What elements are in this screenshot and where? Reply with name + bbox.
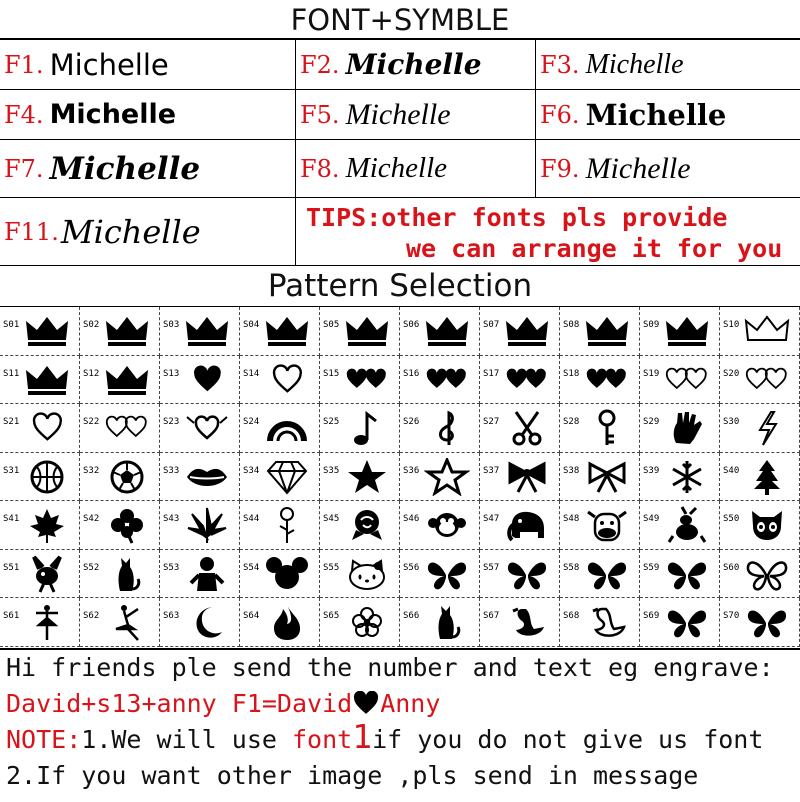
pattern-cell [720, 453, 800, 502]
pattern-code: S12 [83, 368, 100, 379]
crown-icon [104, 361, 150, 399]
bow-outline-icon [584, 458, 630, 496]
pattern-cell [640, 550, 720, 599]
pattern-code: S11 [3, 368, 20, 379]
pattern-grid [0, 307, 800, 647]
pattern-cell [400, 453, 480, 502]
pattern-cell [240, 598, 320, 647]
pattern-code: S63 [163, 611, 180, 622]
font-option-f5 [296, 90, 536, 140]
font-option-f3 [536, 40, 800, 90]
pattern-cell [160, 404, 240, 453]
font-code: F2. [300, 50, 340, 79]
ballerina-icon [24, 603, 70, 641]
note-text-end: if you do not give us font [372, 725, 764, 754]
swan-icon [504, 603, 550, 641]
font-sample: Michelle [585, 97, 727, 132]
font-option-f7 [0, 140, 296, 198]
pattern-code: S53 [163, 562, 180, 573]
pattern-cell [240, 453, 320, 502]
double-heart-icon [584, 361, 630, 399]
pattern-cell [0, 598, 80, 647]
crown-icon [24, 312, 70, 350]
star-icon [344, 458, 390, 496]
child-icon [184, 555, 230, 593]
pattern-cell [480, 404, 560, 453]
instruction-note [6, 717, 764, 756]
double-heart-icon [504, 361, 550, 399]
font-sample: Michelle [345, 48, 482, 81]
pattern-code: S30 [723, 417, 740, 428]
pattern-cell [0, 550, 80, 599]
pattern-code: S49 [643, 514, 660, 525]
butterfly-icon [744, 603, 790, 641]
font-option-f6 [536, 90, 800, 140]
page-title: FONT+SYMBLE [0, 0, 800, 40]
pattern-code: S19 [643, 368, 660, 379]
pattern-code: S47 [483, 514, 500, 525]
pattern-cell [480, 501, 560, 550]
moon-icon [184, 603, 230, 641]
instructions [0, 648, 800, 802]
pattern-cell [480, 307, 560, 356]
pattern-code: S02 [83, 320, 100, 330]
pattern-cell [720, 356, 800, 405]
pattern-code: S61 [3, 611, 20, 622]
pattern-cell [400, 598, 480, 647]
flower-icon [344, 603, 390, 641]
pattern-code: S43 [163, 514, 180, 525]
rabbit-icon [664, 506, 710, 544]
pattern-cell [480, 550, 560, 599]
heart-icon [184, 361, 230, 399]
pattern-cell [160, 356, 240, 405]
pattern-code: S20 [723, 368, 740, 379]
pattern-cell [80, 307, 160, 356]
font-sample: Michelle [60, 212, 201, 251]
pattern-code: S36 [403, 465, 420, 476]
font-code: F5. [300, 100, 340, 129]
pattern-cell [240, 501, 320, 550]
butterfly-icon [504, 555, 550, 593]
pattern-code: S13 [163, 368, 180, 379]
monkey-icon [424, 506, 470, 544]
pattern-cell [400, 501, 480, 550]
font-option-f11 [0, 198, 296, 266]
pattern-cell [240, 356, 320, 405]
pattern-code: S09 [643, 320, 660, 330]
pattern-code: S16 [403, 368, 420, 379]
tips-line-1: TIPS:other fonts pls provide [306, 203, 728, 232]
pattern-code: S03 [163, 320, 180, 330]
double-heart-outline-icon [664, 361, 710, 399]
pattern-code: S34 [243, 465, 260, 476]
hand-icon [664, 409, 710, 447]
pattern-code: S07 [483, 320, 500, 330]
crown-icon [584, 312, 630, 350]
scissors-icon [504, 409, 550, 447]
font-option-f9 [536, 140, 800, 198]
pattern-cell [320, 356, 400, 405]
note-font-number: 1 [352, 717, 373, 756]
pattern-cell [0, 307, 80, 356]
pattern-code: S45 [323, 514, 340, 525]
pattern-cell [160, 598, 240, 647]
mouse-head-icon [264, 555, 310, 593]
font-code: F9. [540, 154, 580, 183]
pattern-cell [0, 501, 80, 550]
butterfly-outline-icon [744, 555, 790, 593]
pattern-cell [560, 356, 640, 405]
note-text: 1.We will use [81, 725, 292, 754]
pattern-cell [560, 501, 640, 550]
pattern-cell [320, 453, 400, 502]
font-code: F1. [4, 50, 44, 79]
pattern-code: S58 [563, 562, 580, 573]
dancer-icon [104, 603, 150, 641]
font-code: F3. [540, 50, 580, 79]
font-sample: Michelle [345, 152, 448, 184]
crown-icon [104, 312, 150, 350]
pattern-cell [560, 453, 640, 502]
pattern-code: S08 [563, 320, 580, 330]
cow-icon [584, 506, 630, 544]
soccer-ball-icon [104, 458, 150, 496]
crown-outline-icon [744, 312, 790, 350]
pattern-cell [240, 404, 320, 453]
pattern-cell [400, 307, 480, 356]
diamond-icon [264, 458, 310, 496]
pattern-cell [80, 453, 160, 502]
pattern-cell [640, 598, 720, 647]
pattern-code: S35 [323, 465, 340, 476]
pattern-cell [560, 307, 640, 356]
font-sample: Michelle [49, 99, 177, 130]
elephant-icon [504, 506, 550, 544]
pattern-cell [480, 453, 560, 502]
pattern-code: S42 [83, 514, 100, 525]
pattern-code: S18 [563, 368, 580, 379]
pattern-cell [720, 307, 800, 356]
pattern-code: S27 [483, 417, 500, 428]
pattern-code: S10 [723, 320, 740, 330]
pattern-cell [160, 550, 240, 599]
instruction-line-1: Hi friends ple send the number and text eg engrave: [6, 653, 774, 682]
pattern-cell [320, 404, 400, 453]
crown-icon [344, 312, 390, 350]
crown-icon [24, 361, 70, 399]
pattern-code: S66 [403, 611, 420, 622]
pattern-cell [160, 501, 240, 550]
font-option-f2 [296, 40, 536, 90]
pattern-code: S70 [723, 611, 740, 622]
rose-icon [344, 506, 390, 544]
pattern-cell [720, 501, 800, 550]
pattern-cell [560, 598, 640, 647]
pattern-code: S37 [483, 465, 500, 476]
pattern-cell [80, 501, 160, 550]
crown-icon [264, 312, 310, 350]
tips-line-2: we can arrange it for you [406, 234, 783, 263]
pattern-cell [640, 404, 720, 453]
pattern-code: S38 [563, 465, 580, 476]
font-sample: Michelle [49, 47, 169, 82]
pattern-code: S05 [323, 320, 340, 330]
pattern-cell [560, 550, 640, 599]
pattern-code: S62 [83, 611, 100, 622]
pattern-code: S44 [243, 514, 260, 525]
font-sample: Michelle [49, 150, 201, 187]
font-sample: Michelle [585, 151, 691, 185]
tree-icon [744, 458, 790, 496]
pattern-code: S46 [403, 514, 420, 525]
pattern-code: S48 [563, 514, 580, 525]
rose-stem-icon [264, 506, 310, 544]
pattern-cell [720, 550, 800, 599]
music-note-icon [344, 409, 390, 447]
pattern-cell [480, 356, 560, 405]
pattern-code: S26 [403, 417, 420, 428]
pattern-code: S28 [563, 417, 580, 428]
pattern-code: S32 [83, 465, 100, 476]
pattern-section-title: Pattern Selection [0, 266, 800, 307]
pattern-code: S65 [323, 611, 340, 622]
pattern-code: S17 [483, 368, 500, 379]
basketball-icon [24, 458, 70, 496]
pattern-code: S60 [723, 562, 740, 573]
pattern-cell [720, 598, 800, 647]
hemp-leaf-icon [184, 506, 230, 544]
treble-clef-icon [424, 409, 470, 447]
pattern-code: S55 [323, 562, 340, 573]
double-heart-icon [424, 361, 470, 399]
pattern-cell [320, 550, 400, 599]
pattern-cell [400, 356, 480, 405]
pattern-code: S25 [323, 417, 340, 428]
pattern-code: S01 [3, 320, 20, 330]
crown-icon [664, 312, 710, 350]
double-heart-outline-icon [744, 361, 790, 399]
font-sample: Michelle [585, 48, 684, 80]
butterfly-icon [424, 555, 470, 593]
pattern-cell [320, 501, 400, 550]
pattern-code: S57 [483, 562, 500, 573]
clover-icon [104, 506, 150, 544]
cat-sitting-icon [104, 555, 150, 593]
crown-icon [184, 312, 230, 350]
pattern-cell [320, 598, 400, 647]
font-code: F4. [4, 100, 44, 129]
lips-icon [184, 458, 230, 496]
note-label: NOTE: [6, 725, 82, 754]
tips-note [296, 198, 800, 266]
pattern-code: S50 [723, 514, 740, 525]
font-option-f4 [0, 90, 296, 140]
flame-icon [264, 603, 310, 641]
pattern-cell [160, 307, 240, 356]
crown-icon [504, 312, 550, 350]
rainbow-icon [264, 409, 310, 447]
heart-wings-icon [184, 409, 230, 447]
pattern-cell [480, 598, 560, 647]
font-code: F7. [4, 154, 44, 183]
pattern-code: S23 [163, 417, 180, 428]
pattern-code: S41 [3, 514, 20, 525]
pattern-code: S29 [643, 417, 660, 428]
pattern-cell [160, 453, 240, 502]
pattern-code: S54 [243, 562, 260, 573]
pattern-code: S15 [323, 368, 340, 379]
pattern-cell [80, 598, 160, 647]
pattern-code: S06 [403, 320, 420, 330]
maple-leaf-icon [24, 506, 70, 544]
font-option-f1 [0, 40, 296, 90]
bunny-icon [24, 555, 70, 593]
pattern-cell [560, 404, 640, 453]
heart-outline-icon [24, 409, 70, 447]
pattern-code: S67 [483, 611, 500, 622]
pattern-cell [240, 307, 320, 356]
pattern-cell [640, 307, 720, 356]
pattern-cell [240, 550, 320, 599]
pattern-cell [80, 356, 160, 405]
pattern-code: S04 [243, 320, 260, 330]
butterfly-icon [664, 555, 710, 593]
pattern-code: S51 [3, 562, 20, 573]
crown-icon [424, 312, 470, 350]
star-outline-icon [424, 458, 470, 496]
kitty-icon [344, 555, 390, 593]
pattern-code: S64 [243, 611, 260, 622]
lightning-icon [744, 409, 790, 447]
bow-icon [504, 458, 550, 496]
instruction-line-4: 2.If you want other image ,pls send in message [6, 761, 699, 790]
font-code: F11. [4, 217, 59, 246]
pattern-cell [720, 404, 800, 453]
pattern-code: S56 [403, 562, 420, 573]
cat-sitting-icon [424, 603, 470, 641]
pattern-code: S40 [723, 465, 740, 476]
instruction-example [6, 689, 440, 721]
key-icon [584, 409, 630, 447]
pattern-cell [0, 356, 80, 405]
pattern-cell [0, 404, 80, 453]
snowflake-icon [664, 458, 710, 496]
pattern-code: S59 [643, 562, 660, 573]
pattern-code: S22 [83, 417, 100, 428]
pattern-cell [640, 501, 720, 550]
note-font: font [291, 725, 353, 754]
double-heart-icon [344, 361, 390, 399]
swan-outline-icon [584, 603, 630, 641]
font-code: F8. [300, 154, 340, 183]
pattern-cell [640, 453, 720, 502]
pattern-cell [400, 550, 480, 599]
pattern-code: S31 [3, 465, 20, 476]
font-option-f8 [296, 140, 536, 198]
pattern-cell [80, 404, 160, 453]
pattern-code: S14 [243, 368, 260, 379]
pattern-code: S24 [243, 417, 260, 428]
pattern-code: S69 [643, 611, 660, 622]
example-text-end: Anny [380, 689, 441, 718]
butterfly-icon [584, 555, 630, 593]
pattern-cell [400, 404, 480, 453]
heart-outline-icon [264, 361, 310, 399]
font-code: F6. [540, 100, 580, 129]
font-sample: Michelle [345, 97, 451, 131]
pattern-cell [640, 356, 720, 405]
example-text: David+s13+anny F1=David [6, 689, 353, 718]
pattern-code: S52 [83, 562, 100, 573]
pattern-code: S68 [563, 611, 580, 622]
pattern-cell [80, 550, 160, 599]
pattern-cell [320, 307, 400, 356]
pattern-code: S39 [643, 465, 660, 476]
double-heart-outline-icon [104, 409, 150, 447]
butterfly-icon [664, 603, 710, 641]
pattern-code: S33 [163, 465, 180, 476]
cat-icon [744, 506, 790, 544]
font-table [0, 40, 800, 266]
pattern-cell [0, 453, 80, 502]
pattern-code: S21 [3, 417, 20, 428]
